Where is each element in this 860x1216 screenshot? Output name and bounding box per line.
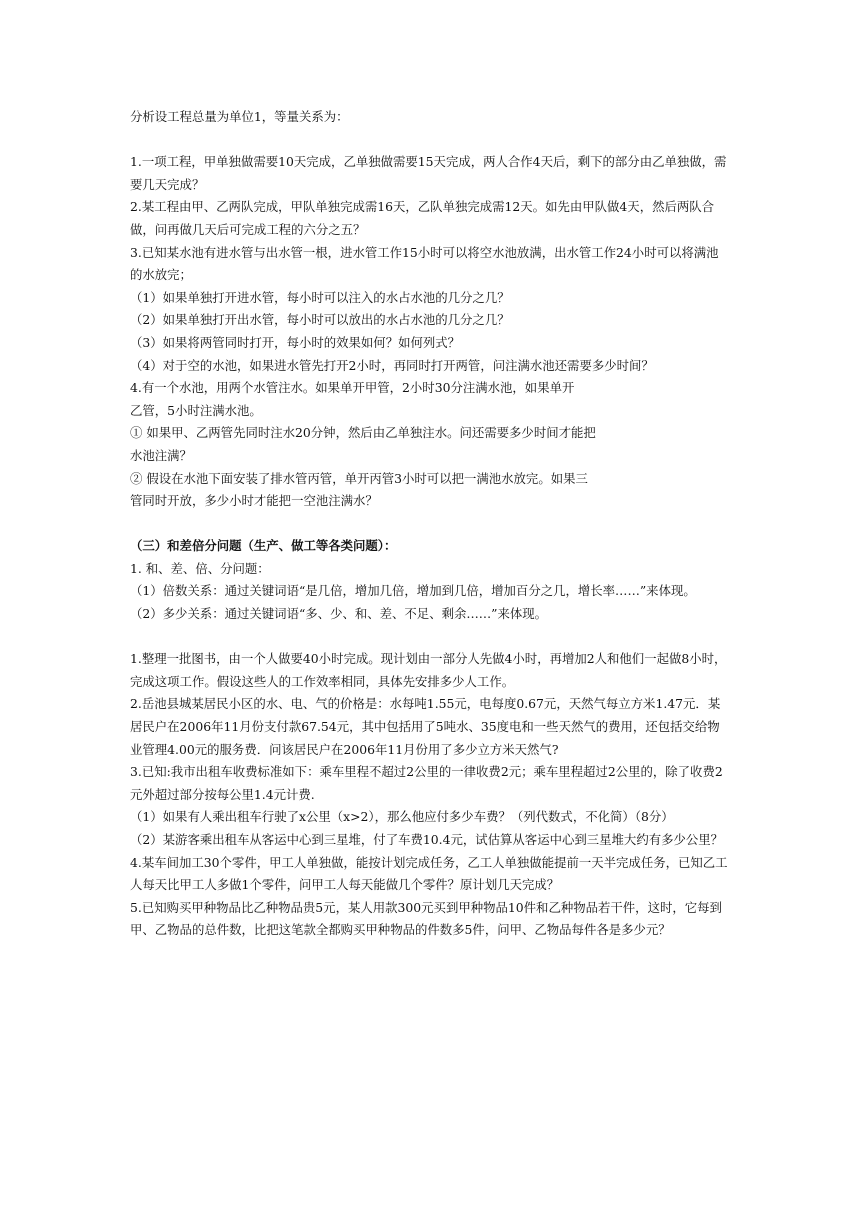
spacer: [130, 129, 730, 152]
intro-line: 分析设工程总量为单位1，等量关系为：: [130, 109, 349, 124]
sub-question: （1）如果有人乘出租车行驶了x公里（x>2），那么他应付多少车费？（列代数式，不化简）（8分）: [130, 809, 674, 825]
sub-question: （2）某游客乘出租车从客运中心到三星堆，付了车费10.4元，试估算从客运中心到三星堆大约有多少公里？: [130, 832, 724, 847]
sub-question: ② 假设在水池下面安装了排水管丙管，单开丙管3小时可以把一满池水放完。如果三: [130, 470, 588, 486]
problem-paragraph: 3.已知某水池有进水管与出水管一根，进水管工作15小时可以将空水池放满，出水管工作24小时可以将满池的水放完；: [130, 244, 719, 283]
sub-question: 管同时开放，多少小时才能把一空池注满水？: [130, 493, 378, 509]
sub-question: （2）如果单独打开出水管，每小时可以放出的水占水池的几分之几？: [130, 312, 510, 328]
problem-paragraph: 4.有一个水池，用两个水管注水。如果单开甲管，2小时30分注满水池，如果单开: [130, 380, 575, 396]
problem-paragraph: 1.一项工程，甲单独做需要10天完成，乙单独做需要15天完成，两人合作4天后，剩下的部分由乙单独做，需要几天完成？: [130, 154, 727, 192]
problem-paragraph: 3.已知:我市出租车收费标准如下：乘车里程不超过2公里的一律收费2元；乘车里程超过2公里的，除了收费2元外超过部分按每公里1.4元计费.: [130, 764, 723, 802]
concept-line: （1）倍数关系：通过关键词语“是几倍，增加几倍，增加到几倍，增加百分之几，增长率……”来体现。: [130, 583, 696, 599]
concept-line: 1. 和、差、倍、分问题：: [130, 560, 270, 576]
sub-question: （4）对于空的水池，如果进水管先打开2小时，再同时打开两管，问注满水池还需要多少时间？: [130, 357, 654, 373]
problem-paragraph: 2.某工程由甲、乙两队完成，甲队单独完成需16天，乙队单独完成需12天。如先由甲队做4天，然后两队合做，问再做几天后可完成工程的六分之五？: [130, 199, 715, 237]
problem-paragraph: 4.某车间加工30个零件，甲工人单独做，能按计划完成任务，乙工人单独做能提前一天半完成任务，已知乙工人每天比甲工人多做1个零件，问甲工人每天能做几个零件？原计划几天完成？: [130, 854, 728, 893]
spacer: [130, 513, 730, 536]
concept-line: （2）多少关系：通过关键词语“多、少、和、差、不足、剩余……”来体现。: [130, 606, 548, 622]
problem-paragraph: 5.已知购买甲种物品比乙种物品贵5元，某人用款300元买到甲种物品10件和乙种物品若干件，这时，它每到甲、乙物品的总件数，比把这笔款全都购买甲种物品的件数多5件，问甲、乙物品每件各是多少元？: [130, 899, 722, 938]
spacer: [130, 626, 730, 649]
document-body: [130, 106, 730, 942]
sub-question: ① 如果甲、乙两管先同时注水20分钟，然后由乙单独注水。问还需要多少时间才能把: [130, 425, 596, 441]
problem-paragraph: 1.整理一批图书，由一个人做要40小时完成。现计划由一部分人先做4小时，再增加2人和他们一起做8小时，完成这项工作。假设这些人的工作效率相同，具体先安排多少人工作。: [130, 651, 727, 689]
problem-paragraph: 乙管，5小时注满水池。: [130, 402, 262, 418]
sub-question: （1）如果单独打开进水管，每小时可以注入的水占水池的几分之几？: [130, 289, 510, 305]
section-heading: （三）和差倍分问题（生产、做工等各类问题）：: [130, 538, 397, 554]
problem-paragraph: 2.岳池县城某居民小区的水、电、气的价格是：水每吨1.55元，电每度0.67元，天然气每立方米1.47元．某居民户在2006年11月份支付款67.54元，其中包括用了5吨水、35度电和一些天然气的费用，还包括交给物业管理4.00元的服务费．问该居民户在2006年11月份用了多少立方米天然气?: [130, 696, 721, 757]
sub-question: （3）如果将两管同时打开，每小时的效果如何？如何列式？: [130, 334, 461, 350]
sub-question: 水池注满？: [130, 447, 192, 463]
